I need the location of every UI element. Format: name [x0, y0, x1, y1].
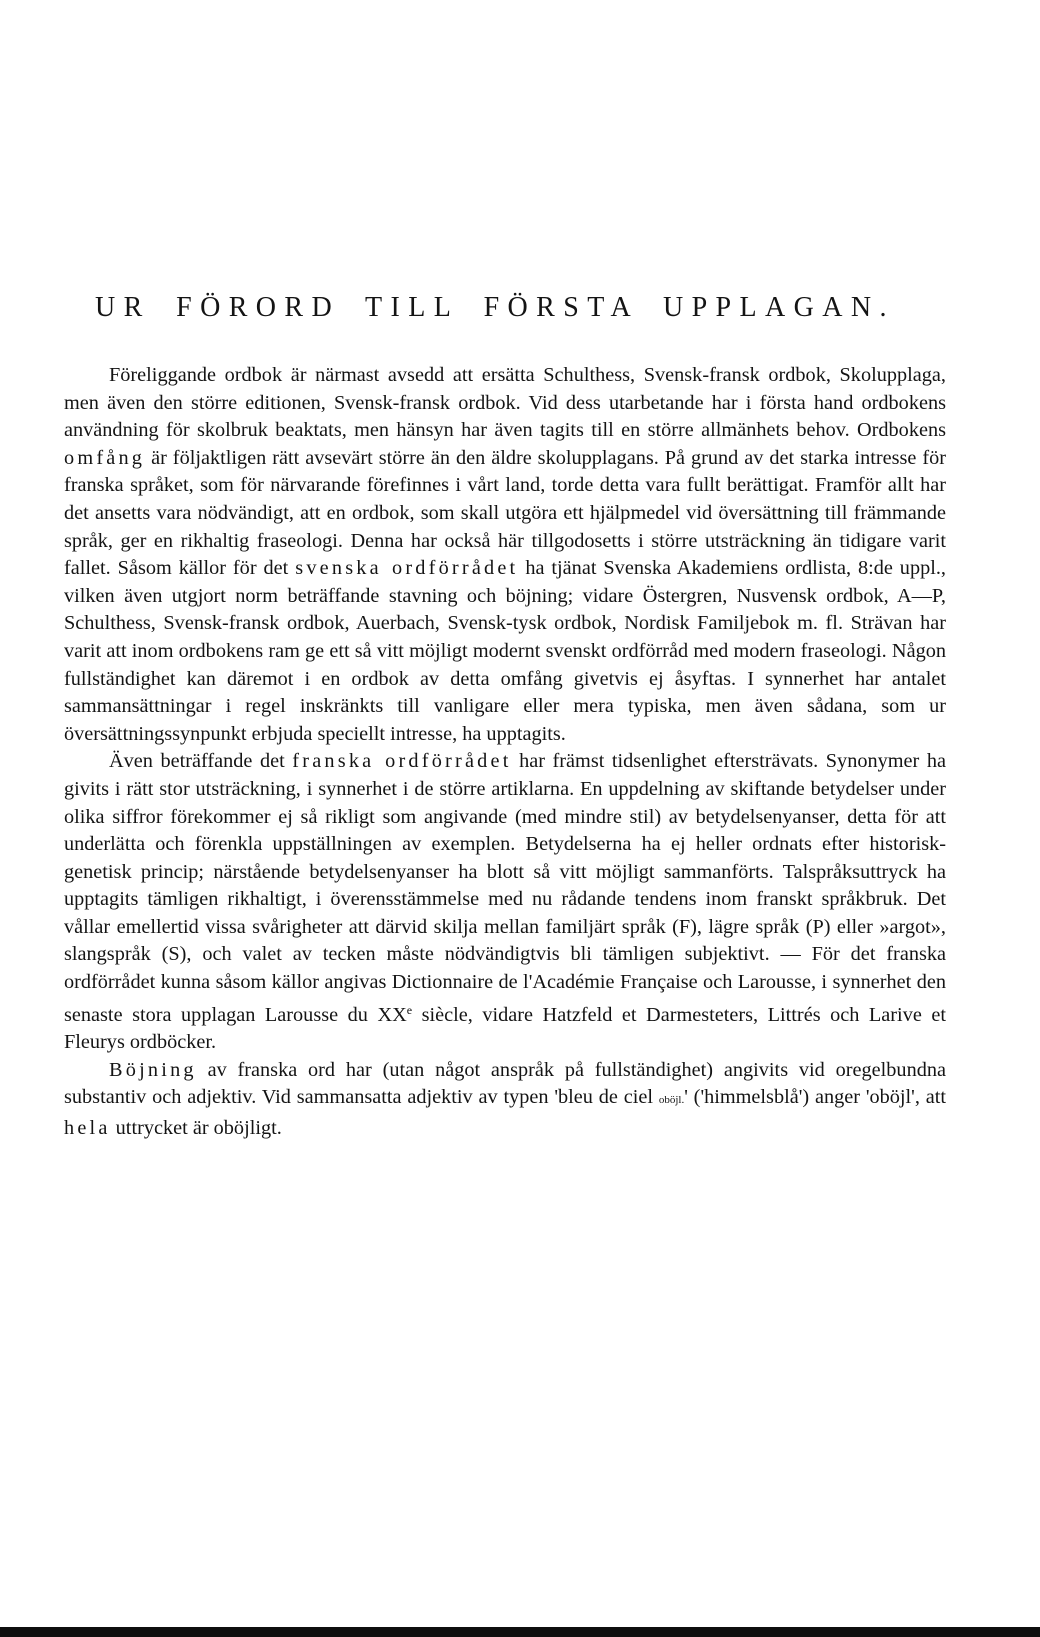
superscript-e: e — [406, 1002, 413, 1017]
paragraph-2-text-d: siècle, vidare Hatzfeld et Darmesteters, Littrés och Larive et Fleurys ordböcker. — [64, 1003, 946, 1054]
paragraph-1-text-c: är följaktligen rätt avsevärt större än den äldre skolupplagans. På grund av det starka intresse för franska språket, som för närvarande förefinnes i vårt land, torde detta vara fullt berättigat. Framför allt har det ansetts vara nödvändigt, att en ordbok, som skall utgöra ett hjälpmedel vid översättning till främmande språk, ger en rikhaltig fraseologi. Denna har också här tillgodosetts i större utsträckning än tidigare varit fallet. Såsom källor för det — [64, 446, 946, 580]
emphasis-bojning: Böjning — [109, 1058, 197, 1081]
paragraph-3 — [64, 1057, 946, 1143]
paragraph-2-text-a: Även beträffande det — [109, 750, 293, 773]
page-title: UR FÖRORD TILL FÖRSTA UPPLAGAN. — [95, 292, 895, 323]
emphasis-omfang: omfång — [64, 446, 146, 469]
abbrev-oboejl: oböjl. — [658, 1094, 685, 1107]
paragraph-2-text-c: har främst tidsenlighet eftersträvats. Synonymer ha givits i rätt stor utsträckning, i synnerhet i de större artiklarna. En uppdelning av skiftande betydelser under olika siffror förekommer ej så rikligt som angivande (med mindre stil) av betydelsenyanser, detta för att underlätta och förenkla uppställningen av exemplen. Betydelserna ha ej heller ordnats efter historisk-genetisk princip; närstående betydelsenyanser ha blott så vitt möjligt sammanförts. Talspråksuttryck ha upptagits tämligen rikhaltigt, i överensstämmelse med nu rådande tendens inom franskt språkbruk. Det vållar emellertid vissa svårigheter att därvid skilja mellan familjärt språk (F), lägre språk (P) eller »argot», slangspråk (S), och valet av tecken måste nödvändigtvis bli tämligen subjektivt. — För det franska ordförrådet kunna såsom källor angivas Dictionnaire de l'Académie Française och Larousse, i synnerhet den senaste stora upplagan Larousse du XX — [64, 750, 946, 1026]
paragraph-1-text-e: ha tjänat Svenska Akademiens ordlista, 8:de uppl., vilken även utgjort norm beträffande stavning och böjning; vidare Östergren, Nusvensk ordbok, A—P, Schulthess, Svensk-fransk ordbok, Auerbach, Svensk-tysk ordbok, Nordisk Familjebok m. fl. Strävan har varit att inom ordbokens ram ge ett så vitt möjligt modernt svenskt ordförråd med modern fraseologi. Någon fullständighet kan däremot i en ordbok av detta omfång givetvis ej åsyftas. I synnerhet har antalet sammansättningar i regel inskränkts till vanligare eller mera typiska, men även sådana, som ur översättningssynpunkt erbjuda speciellt intresse, ha upptagits. — [64, 557, 947, 745]
paragraph-2 — [64, 748, 946, 1057]
emphasis-svenska-ordforradet: svenska ordförrådet — [295, 557, 519, 580]
emphasis-hela: hela — [64, 1117, 111, 1140]
paragraph-1-text-a: Föreliggande ordbok är närmast avsedd att ersätta Schulthess, Svensk-fransk ordbok, Skolupplaga, men även den större editionen, Svensk-fransk ordbok. Vid dess utarbetande har i första hand ordbokens användning för skolbruk beaktats, men hänsyn har även tagits till en större allmänhets behov. Ordbokens — [64, 364, 946, 442]
preface-body — [64, 362, 946, 1143]
paragraph-3-text-c: ' ('himmelsblå') anger 'oböjl', att — [684, 1086, 946, 1109]
emphasis-franska-ordforradet: franska ordförrådet — [292, 750, 512, 773]
paragraph-1 — [64, 362, 946, 748]
paragraph-3-text-e: uttrycket är oböjligt. — [110, 1117, 282, 1140]
paragraph-3-text-b: av franska ord har (utan något anspråk på fullständighet) angivits vid oregelbundna substantiv och adjektiv. Vid sammansatta adjektiv av typen 'bleu de ciel — [64, 1058, 946, 1109]
bottom-border — [0, 1627, 1040, 1637]
